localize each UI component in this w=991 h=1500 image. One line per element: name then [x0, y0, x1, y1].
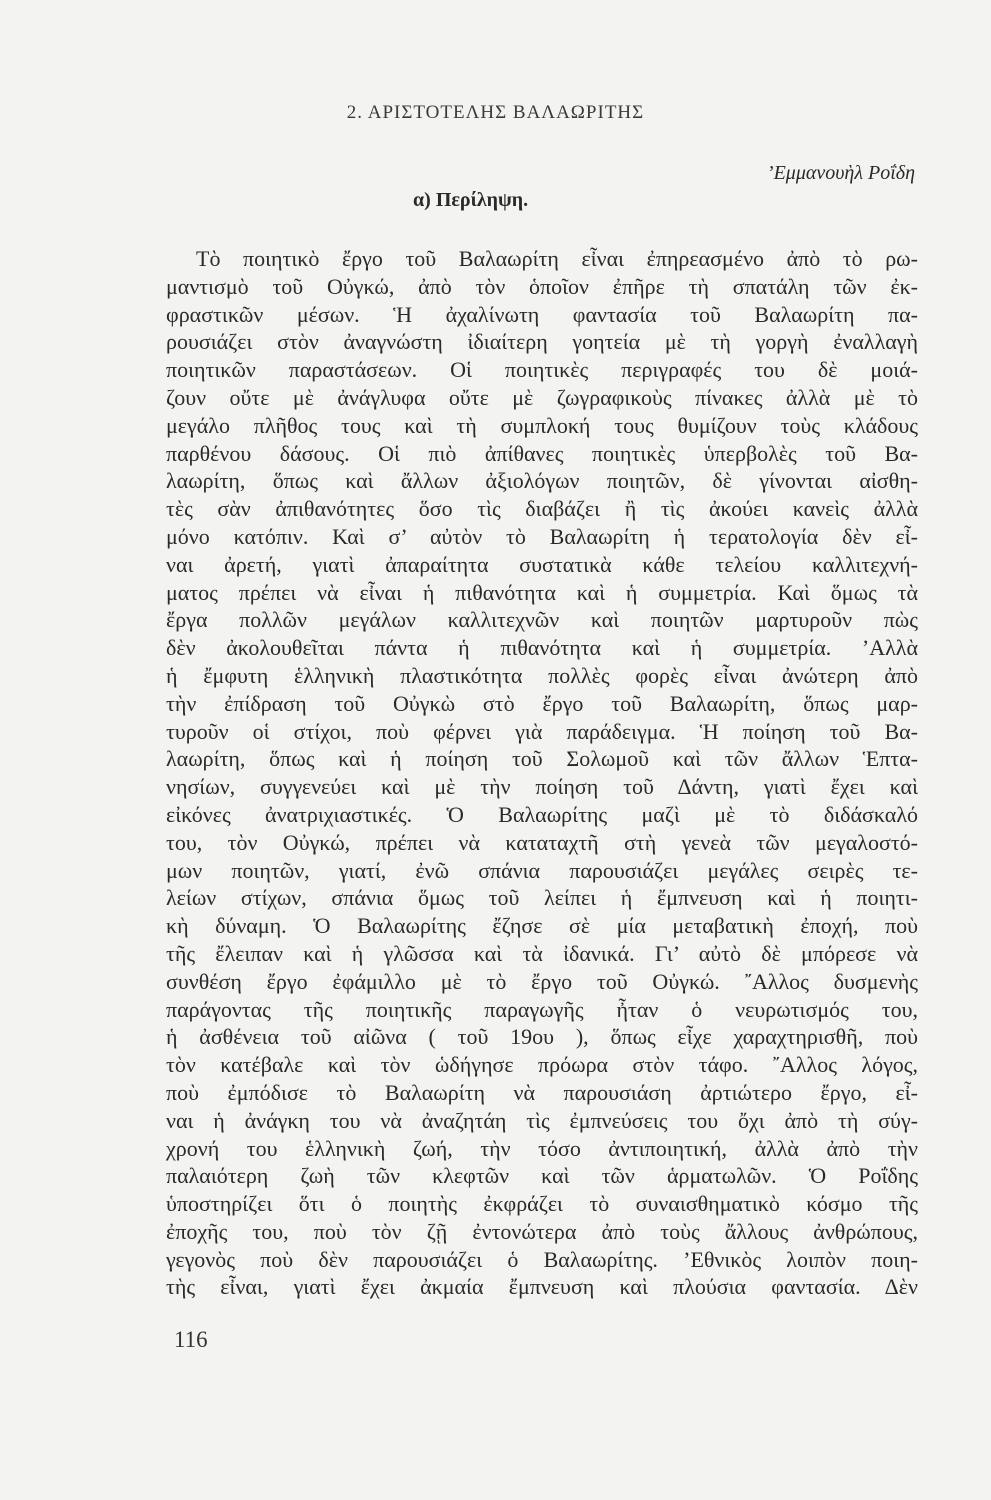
- text-line: εἰκόνες ἀνατριχιαστικές. Ὁ Βαλαωρίτης μαζὶ μὲ τὸ διδάσκαλό: [166, 801, 918, 827]
- text-line: ναι ἀρετή, γιατὶ ἀπαραίτητα συστατικὰ κάθε τελείου καλλιτεχνή-: [166, 551, 918, 577]
- text-line: ζουν οὔτε μὲ ἀνάγλυφα οὔτε μὲ ζωγραφικοὺς πίνακες ἀλλὰ μὲ τὸ: [166, 384, 918, 410]
- text-line: κὴ δύναμη. Ὁ Βαλαωρίτης ἔζησε σὲ μία μεταβατικὴ ἐποχή, ποὺ: [166, 913, 918, 939]
- text-line: [166, 1301, 918, 1329]
- text-line: του, τὸν Οὐγκώ, πρέπει νὰ καταταχτῆ στὴ γενεὰ τῶν μεγαλοστό-: [166, 829, 918, 855]
- text-line: φραστικῶν μέσων. Ἡ ἀχαλίνωτη φαντασία τοῦ Βαλαωρίτη πα-: [166, 301, 918, 327]
- text-line: ἐποχῆς του, ποὺ τὸν ζῇ ἐντονώτερα ἀπὸ τοὺς ἄλλους ἀνθρώπους,: [166, 1218, 918, 1244]
- text-line: παρθένου δάσους. Οἱ πιὸ ἀπίθανες ποιητικὲς ὑπερβολὲς τοῦ Βα-: [166, 440, 918, 466]
- text-line: ποιητικῶν παραστάσεων. Οἱ ποιητικὲς περιγραφές του δὲ μοιά-: [166, 357, 918, 383]
- text-line: ἡ ἀσθένεια τοῦ αἰῶνα ( τοῦ 19ου ), ὅπως εἶχε χαραχτηρισθῆ, ποὺ: [166, 1024, 918, 1050]
- text-line: τὲς σὰν ἀπιθανότητες ὅσο τὶς διαβάζει ἢ τὶς ἀκούει κανεὶς ἀλλὰ: [166, 496, 918, 522]
- author-name: ’Εμμανουὴλ Ροΐδη: [766, 162, 915, 184]
- text-line: συνθέση ἔργο ἐφάμιλλο μὲ τὸ ἔργο τοῦ Οὐγκώ. ῎Αλλος δυσμενὴς: [166, 968, 918, 994]
- text-line: νησίων, συγγενεύει καὶ μὲ τὴν ποίηση τοῦ Δάντη, γιατὶ ἔχει καὶ: [166, 774, 918, 800]
- text-line: χρονή του ἑλληνικὴ ζωή, τὴν τόσο ἀντιποιητική, ἀλλὰ ἀπὸ τὴν: [166, 1135, 918, 1161]
- text-line: ὑποστηρίζει ὅτι ὁ ποιητὴς ἐκφράζει τὸ συναισθηματικὸ κόσμο τῆς: [166, 1191, 918, 1217]
- text-line: μεγάλο πλῆθος τους καὶ τὴ συμπλοκή τους θυμίζουν τοὺς κλάδους: [166, 412, 918, 438]
- text-line: μαντισμὸ τοῦ Οὐγκώ, ἀπὸ τὸν ὁποῖον ἐπῆρε τὴ σπατάλη τῶν ἐκ-: [166, 273, 918, 299]
- text-line: τὸν κατέβαλε καὶ τὸν ὡδήγησε πρόωρα στὸν τάφο. ῎Αλλος λόγος,: [166, 1052, 918, 1078]
- text-line: γεγονὸς ποὺ δὲν παρουσιάζει ὁ Βαλαωρίτης. ’Εθνικὸς λοιπὸν ποιη-: [166, 1246, 918, 1272]
- text-line: λαωρίτη, ὅπως καὶ ἄλλων ἀξιολόγων ποιητῶν, δὲ γίνονται αἰσθη-: [166, 468, 918, 494]
- text-line: Τὸ ποιητικὸ ἔργο τοῦ Βαλαωρίτη εἶναι ἐπηρεασμένο ἀπὸ τὸ ρω-: [196, 246, 918, 271]
- text-line: μων ποιητῶν, γιατί, ἐνῶ σπάνια παρουσιάζει μεγάλες σειρὲς τε-: [166, 857, 918, 883]
- text-line: παλαιότερη ζωὴ τῶν κλεφτῶν καὶ τῶν ἁρματωλῶν. Ὁ Ροΐδης: [166, 1163, 918, 1189]
- text-line: δὲν ἀκολουθεῖται πάντα ἡ πιθανότητα καὶ ἡ συμμετρία. ’Αλλὰ: [166, 635, 918, 661]
- text-line: τὴς εἶναι, γιατὶ ἔχει ἀκμαία ἔμπνευση καὶ πλούσια φαντασία. Δὲν: [166, 1274, 918, 1300]
- text-line: ἡ ἔμφυτη ἑλληνικὴ πλαστικότητα πολλὲς φορὲς εἶναι ἀνώτερη ἀπὸ: [166, 662, 918, 688]
- text-line: ποὺ ἐμπόδισε τὸ Βαλαωρίτη νὰ παρουσιάση ἀρτιώτερο ἔργο, εἶ-: [166, 1079, 918, 1105]
- text-line: ρουσιάζει στὸν ἀναγνώστη ἰδιαίτερη γοητεία μὲ τὴ γοργὴ ἐναλλαγὴ: [166, 329, 918, 355]
- text-line: ἔργα πολλῶν μεγάλων καλλιτεχνῶν καὶ ποιητῶν μαρτυροῦν πὼς: [166, 607, 918, 633]
- text-line: ναι ἡ ἀνάγκη του νὰ ἀναζητάη τὶς ἐμπνεύσεις του ὄχι ἀπὸ τὴ σύγ-: [166, 1107, 918, 1133]
- text-line: τῆς ἔλειπαν καὶ ἡ γλῶσσα καὶ τὰ ἰδανικά. Γι’ αὐτὸ δὲ μπόρεσε νὰ: [166, 940, 918, 966]
- body-text: [166, 245, 918, 1329]
- chapter-title: 2. ΑΡΙΣΤΟΤΕΛΗΣ ΒΑΛΑΩΡΙΤΗΣ: [346, 102, 645, 123]
- section-subheading: α) Περίληψη.: [413, 189, 529, 211]
- text-line: λαωρίτη, ὅπως καὶ ἡ ποίηση τοῦ Σολωμοῦ καὶ τῶν ἄλλων Ἑπτα-: [166, 746, 918, 772]
- text-line: τὴν ἐπίδραση τοῦ Οὐγκὼ στὸ ἔργο τοῦ Βαλαωρίτη, ὅπως μαρ-: [166, 690, 918, 716]
- text-line: ματος πρέπει νὰ εἶναι ἡ πιθανότητα καὶ ἡ συμμετρία. Καὶ ὅμως τὰ: [166, 579, 918, 605]
- page-number: 116: [174, 1327, 208, 1352]
- text-line: τυροῦν οἱ στίχοι, ποὺ φέρνει γιὰ παράδειγμα. Ἡ ποίηση τοῦ Βα-: [166, 718, 918, 744]
- text-line: μόνο κατόπιν. Καὶ σ’ αὐτὸν τὸ Βαλαωρίτη ἡ τερατολογία δὲν εἶ-: [166, 523, 918, 549]
- text-line: παράγοντας τῆς ποιητικῆς παραγωγῆς ἦταν ὁ νευρωτισμός του,: [166, 996, 918, 1022]
- text-line: λείων στίχων, σπάνια ὅμως τοῦ λείπει ἡ ἔμπνευση καὶ ἡ ποιητι-: [166, 885, 918, 911]
